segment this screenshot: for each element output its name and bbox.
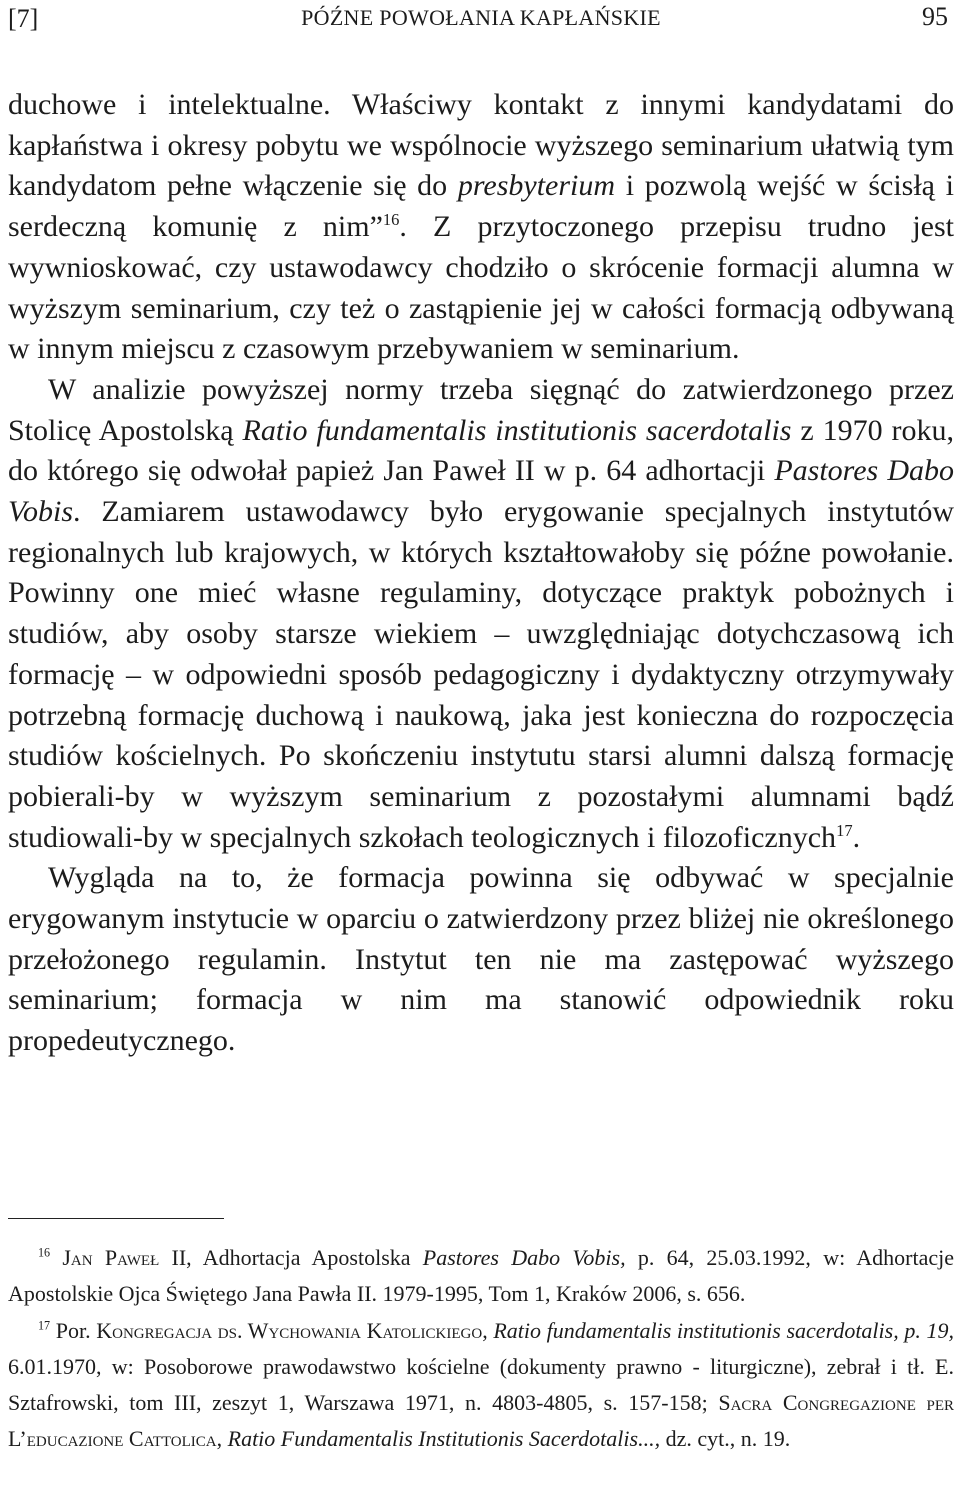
footnotes <box>8 1240 954 1458</box>
author-name: Jan Paweł <box>62 1245 160 1270</box>
footnote-number: 17 <box>38 1318 51 1333</box>
footnote-ref-16[interactable]: 16 <box>382 210 400 230</box>
footnote-16: $^{16}$ Jan Paweł II, Adhortacja Apostolska Pastores Dabo Vobis, p. 64, 25.03.1992, w: Adhortacje Apostolskie Ojca Świętego Jana Pawła II. 1979-1995, Tom 1, Kraków 2006, s. 656. <box>8 1245 954 1307</box>
main-text <box>8 85 954 1062</box>
paragraph-3: Wygląda na to, że formacja powinna się odbywać w specjalnie erygowanym instytucie w oparciu o zatwierdzony przez bliżej nie określonego przełożonego regulamin. Instytut ten nie ma zastępować wyższego seminarium; formacja w nim ma stanowić odpowiednik roku propedeutycznego. <box>8 861 954 1058</box>
footnote-17: $^{17}$ Por. Kongregacja ds. Wychowania Katolickiego, Ratio fundamentalis institutionis sacerdotalis, p. 19, 6.01.1970, w: Posoborowe prawodawstwo kościelne (dokumenty prawno - liturgiczne), zebrał i tł. E. Sztafrowski, tom III, zeszyt 1, Warszawa 1971, n. 4803-4805, s. 157-158; Sacra Congregazione per L’educazione Cattolica, Ratio Fundamentalis Institutionis Sacerdotalis..., dz. cyt., n. 19. <box>8 1317 954 1452</box>
footnote-number: 16 <box>38 1245 51 1260</box>
title-ratio-fundamentalis: Ratio fundamentalis institutionis sacerdotalis <box>242 413 792 447</box>
footnote-ref-17[interactable]: 17 <box>836 820 853 840</box>
title-pastores-dabo-vobis: Pastores Dabo Vobis <box>8 454 954 529</box>
page-number: 95 <box>922 2 948 31</box>
footnote-separator <box>8 1218 224 1219</box>
author-name: Kongregacja ds. Wychowania Katolickiego <box>96 1317 483 1343</box>
author-name: Sacra Congregazione per L’educazione Cattolica <box>8 1390 954 1452</box>
running-title: PÓŹNE POWOŁANIA KAPŁAŃSKIE <box>301 5 661 30</box>
running-header <box>8 0 954 40</box>
paragraph-1: duchowe i intelektualne. Właściwy kontakt z innymi kandydatami do kapłaństwa i okresy pobytu we wspólnocie wyższego seminarium ułatwią tym kandydatom pełne włączenie się do presbyterium i pozwolą wejść w ścisłą i serdeczną komunię z nim”$^{16}$. Z przytoczonego przepisu trudno jest wywnioskować, czy ustawodawcy chodziło o skrócenie formacji alumna w wyższym seminarium, czy też o zastąpienie jej w całości formacją odbywaną w innym miejscu z czasowym przebywaniem w seminarium. <box>8 88 955 366</box>
term-presbyterium: presbyterium <box>457 169 616 203</box>
paragraph-2: W analizie powyższej normy trzeba sięgnąć do zatwierdzonego przez Stolicę Apostolską Ratio fundamentalis institutionis sacerdotalis z 1970 roku, do którego się odwołał papież Jan Paweł II w p. 64 adhortacji Pastores Dabo Vobis. Zamiarem ustawodawcy było erygowanie specjalnych instytutów regionalnych lub krajowych, w których kształtowałoby się późne powołanie. Powinny one mieć własne regulaminy, dotyczące praktyk pobożnych i studiów, aby osoby starsze wiekiem – uwzględniając dotychczasową ich formację – w odpowiedni sposób pedagogiczny i dydaktyczny otrzymywały potrzebną formację duchową i naukową, jaka jest konieczna do rozpoczęcia studiów kościelnych. Po skończeniu instytutu starsi alumni dalszą formację pobierali-by w wyższym seminarium z pozostałymi alumnami bądź studiowali-by w specjalnych szkołach teologicznych i filozoficznych$^{17}$. <box>8 372 955 854</box>
section-marker: [7] <box>8 4 39 33</box>
